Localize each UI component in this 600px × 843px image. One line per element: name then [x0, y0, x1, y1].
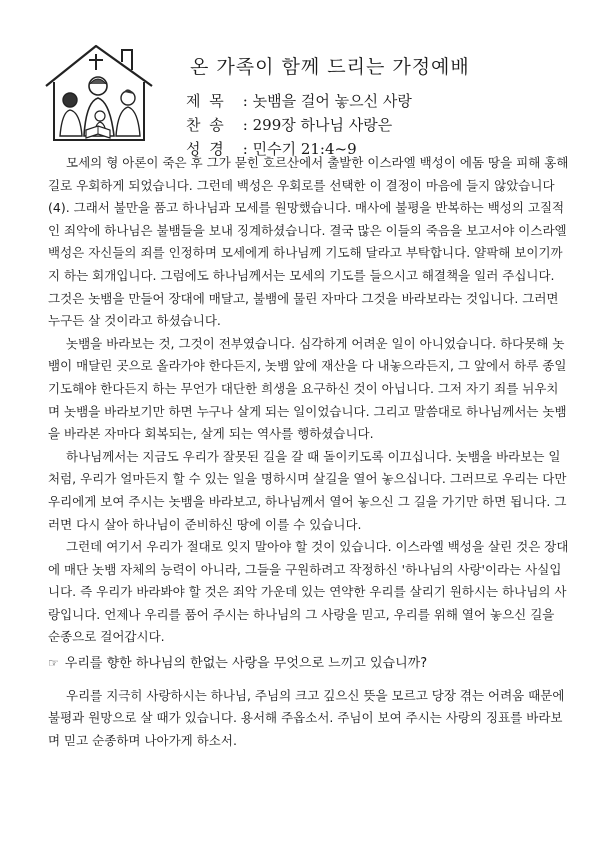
subject-value: 놋뱀을 걸어 놓으신 사랑 — [252, 92, 412, 110]
question-text: 우리를 향한 하나님의 한없는 사랑을 무엇으로 느끼고 있습니까? — [64, 656, 428, 672]
sermon-paragraph-1: 모세의 형 아론이 죽은 후 그가 묻힌 호르산에서 출발한 이스라엘 백성이 에돔 땅을 피해 홍해 길로 우회하게 되었습니다. 그런데 백성은 우회로를 선택한 이 결정이 마음에 들지 않았습니다(4). 그래서 불만을 품고 하나님과 모세를 원망했습니다. 매사에 불평을 반복하는 백성의 고질적인 죄악에 하나님은 불뱀들을 보내 징계하셨습니다. 결국 많은 이들의 죽음을 보고서야 이스라엘 백성은 자신들의 죄를 인정하며 모세에게 하나님께 기도해 달라고 부탁합니다. 얄팍해 보이기까지 하는 회개입니다. 그럼에도 하나님께서는 모세의 기도를 들으시고 해결책을 일러 주십니다. 그것은 놋뱀을 만들어 장대에 매달고, 불뱀에 물린 자마다 그것을 바라보라는 것입니다. 그러면 누구든 살 것이라고 하셨습니다. — [48, 155, 569, 329]
closing-prayer: 우리를 지극히 사랑하시는 하나님, 주님의 크고 깊으신 뜻을 모르고 당장 겪는 어려움 때문에 불평과 원망으로 살 때가 있습니다. 용서해 주옵소서. 주님이 보여 주시는 사랑의 징표를 바라보며 믿고 순종하며 나아가게 하소서. — [48, 687, 565, 748]
subject-line — [186, 90, 412, 111]
pointing-hand-icon: ☞ — [48, 656, 59, 671]
family-worship-logo — [40, 40, 160, 144]
subject-label: 제 목 — [186, 92, 226, 110]
scripture-label: 성 경 — [186, 140, 226, 158]
hymn-label: 찬 송 — [186, 116, 226, 134]
page-title: 온 가족이 함께 드리는 가정예배 — [190, 56, 470, 78]
subject-colon: : — [242, 92, 253, 110]
hymn-line — [186, 114, 392, 135]
sermon-paragraph-3: 하나님께서는 지금도 우리가 잘못된 길을 갈 때 돌이키도록 이끄십니다. 놋뱀을 바라보는 일처럼, 우리가 얼마든지 할 수 있는 일을 명하시며 살길을 열어 놓으십니다. 그러므로 우리는 다만 우리에게 보여 주시는 놋뱀을 바라보고, 하나님께서 열어 놓으신 그 길을 가기만 하면 됩니다. 그러면 다시 살아 하나님이 준비하신 땅에 이를 수 있습니다. — [48, 448, 567, 532]
worship-header — [40, 34, 570, 158]
reflection-question — [48, 649, 570, 685]
scripture-colon: : — [242, 140, 253, 158]
sermon-paragraph-4: 그런데 여기서 우리가 절대로 잊지 말아야 할 것이 있습니다. 이스라엘 백성을 살린 것은 장대에 매단 놋뱀 자체의 능력이 아니라, 그들을 구원하려고 작정하신 '하나님의 사랑'이라는 사실입니다. 즉 우리가 바라봐야 할 것은 죄악 가운데 있는 연약한 우리를 살리기 원하시는 하나님의 사랑입니다. 언제나 우리를 품어 주시는 하나님의 그 사랑을 믿고, 우리를 위해 열어 놓으신 길을 순종으로 걸어갑시다. — [48, 539, 569, 645]
hymn-colon: : — [242, 116, 253, 134]
scripture-value: 민수기 21:4~9 — [252, 140, 357, 158]
sermon-paragraph-2: 놋뱀을 바라보는 것, 그것이 전부였습니다. 심각하게 어려운 일이 아니었습니다. 하다못해 놋뱀이 매달린 곳으로 올라가야 한다든지, 놋뱀 앞에 재산을 다 내놓으라든지, 그 앞에서 하루 종일 기도해야 한다든지 하는 무언가 대단한 희생을 요구하신 것이 아닙니다. 그저 자기 죄를 뉘우치며 놋뱀을 바라보기만 하면 누구나 살게 되는 일이었습니다. 그리고 말씀대로 하나님께서는 놋뱀을 바라본 자마다 회복되는, 살게 되는 역사를 행하셨습니다. — [48, 335, 567, 442]
hymn-value: 299장 하나님 사랑은 — [252, 116, 393, 134]
sermon-body — [48, 152, 570, 752]
